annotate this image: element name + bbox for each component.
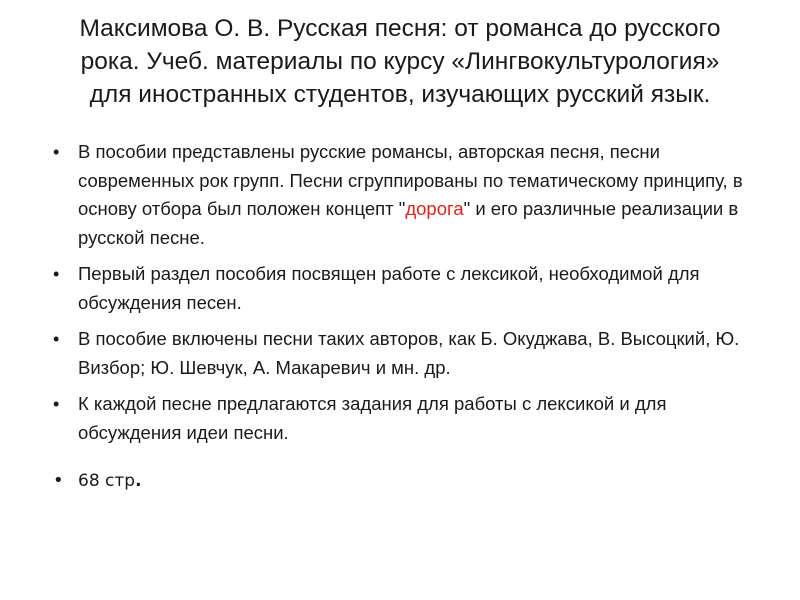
bullet-text: К каждой песне предлагаются задания для работы с лексикой и для обсуждения идеи песни. (78, 393, 667, 443)
bullet-item-lexicon (50, 260, 750, 317)
bullet-item-contents (50, 138, 750, 252)
highlight-word: дорога (405, 198, 464, 219)
bullet-text-before: В пособии представлены русские романсы, авторская песня, песни современных рок групп. Песни сгруппированы по тематическому принципу, в основу отбора был положен концепт " (78, 141, 743, 219)
bullet-item-pages (50, 467, 750, 496)
page-count-dot: . (135, 471, 142, 491)
bullet-item-authors (50, 325, 750, 382)
bullet-text: В пособие включены песни таких авторов, как Б. Окуджава, В. Высоцкий, Ю. Визбор; Ю. Шевчук, А. Макаревич и мн. др. (78, 328, 740, 378)
bullet-item-tasks (50, 390, 750, 447)
bullet-text-after: " и его различные реализации в русской песне. (78, 198, 739, 248)
bullet-text: Первый раздел пособия посвящен работе с лексикой, необходимой для обсуждения песен. (78, 263, 700, 313)
bullet-list (50, 138, 750, 496)
slide-title: Максимова О. В. Русская песня: от романса до русского рока. Учеб. материалы по курсу «Лингвокультурология» для иностранных студентов, изучающих русский язык. (79, 15, 721, 108)
page-count: 68 стр (78, 471, 136, 491)
